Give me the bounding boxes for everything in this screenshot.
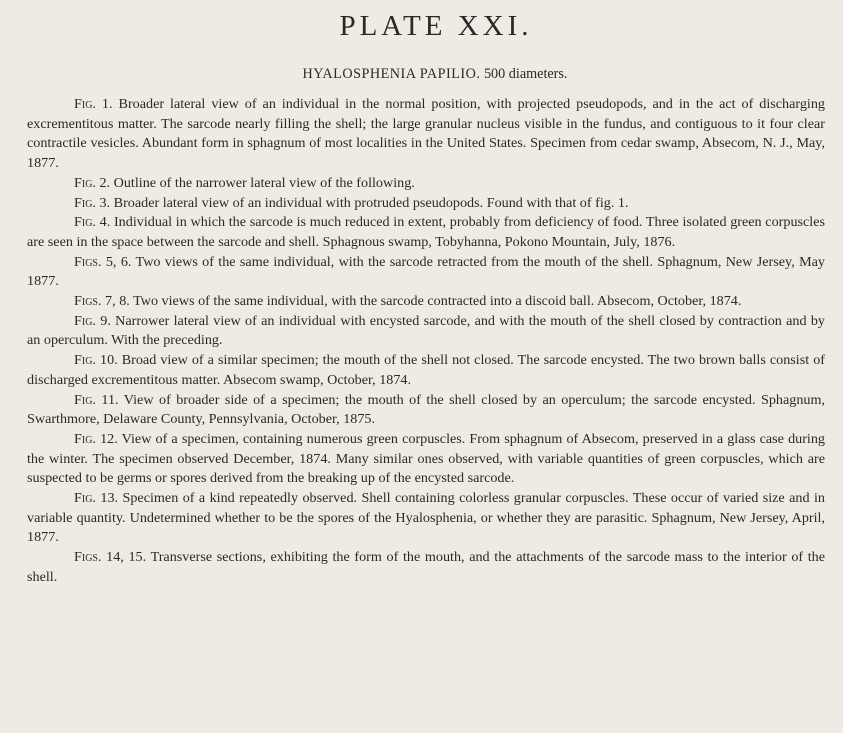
caption-text: Broad view of a similar specimen; the mouth of the shell not closed. The sarcode encysted. The two brown balls consist of discharged excrementitous matter. Absecom swamp, October, 1874.	[27, 352, 825, 388]
caption-fig-1	[27, 95, 825, 174]
caption-text: Two views of the same individual, with the sarcode retracted from the mouth of the shell. Sphagnum, New Jersey, May 1877.	[27, 253, 826, 290]
caption-text: Individual in which the sarcode is much reduced in extent, probably from deficiency of food. Three isolated green corpuscles are seen in the space between the sarcode and shell. Sphagnous swamp, Tobyhanna, Pokono Mountain, July, 1876.	[27, 214, 825, 250]
caption-fig-2	[27, 174, 825, 194]
caption-label: Fig. 12.	[74, 430, 118, 447]
caption-label: Fig. 10.	[74, 352, 118, 369]
caption-text: View of broader side of a specimen; the mouth of the shell closed by an operculum; the sarcode encysted. Sphagnum, Swarthmore, Delaware County, Pennsylvania, October, 1875.	[27, 391, 826, 428]
caption-label: Fig. 3.	[74, 194, 111, 211]
plate-title: PLATE XXI.	[339, 10, 533, 42]
caption-fig-4	[27, 213, 825, 252]
caption-figs-5-6	[27, 253, 825, 292]
caption-text: Transverse sections, exhibiting the form of the mouth, and the attachments of the sarcode mass to the interior of the shell.	[27, 549, 826, 585]
caption-label: Fig. 11.	[74, 391, 119, 408]
caption-fig-3	[27, 194, 825, 214]
caption-text: Specimen of a kind repeatedly observed. Shell containing colorless granular corpuscles. These occur of varied size and in variable quantity. Undetermined whether to be the spores of the Hyalosphenia, or whether they are parasitic. Sphagnum, New Jersey, April, 1877.	[27, 490, 825, 546]
caption-fig-10	[27, 351, 825, 390]
caption-label: Figs. 14, 15.	[74, 549, 147, 566]
caption-figs-7-8	[27, 292, 825, 312]
figure-captions	[27, 95, 825, 588]
caption-fig-11	[27, 391, 825, 430]
caption-label: Figs. 5, 6.	[74, 253, 132, 270]
caption-fig-13	[27, 489, 825, 548]
plate-subtitle	[27, 65, 825, 83]
caption-figs-14-15	[27, 548, 825, 587]
caption-label: Fig. 2.	[74, 174, 111, 191]
caption-fig-12	[27, 430, 825, 489]
caption-text: Two views of the same individual, with the sarcode contracted into a discoid ball. Absecom, October, 1874.	[133, 293, 742, 310]
caption-label: Fig. 1.	[74, 96, 113, 112]
caption-text: Narrower lateral view of an individual with encysted sarcode, and with the mouth of the shell closed by contraction and by an operculum. With the preceding.	[27, 312, 825, 349]
caption-label: Fig. 9.	[74, 312, 111, 329]
caption-text: Broader lateral view of an individual in the normal position, with projected pseudopods, and in the act of discharging excrementitous matter. The sarcode nearly filling the shell; the large granular nucleus visible in the fundus, and contiguous to it four clear contractile vesicles. Abundant form in sphagnum of most localities in the United States. Specimen from cedar swamp, Absecom, N. J., May, 1877.	[27, 96, 825, 172]
caption-label: Fig. 13.	[74, 490, 119, 507]
caption-fig-9	[27, 312, 825, 351]
caption-label: Fig. 4.	[74, 214, 111, 231]
caption-text: Outline of the narrower lateral view of the following.	[113, 174, 415, 191]
magnification: 500 diameters.	[483, 66, 568, 82]
species-name: HYALOSPHENIA PAPILIO.	[302, 66, 481, 82]
caption-label: Figs. 7, 8.	[74, 293, 130, 310]
caption-text: Broader lateral view of an individual with protruded pseudopods. Found with that of fig. 1.	[113, 194, 629, 211]
caption-text: View of a specimen, containing numerous green corpuscles. From sphagnum of Absecom, preserved in a glass case during the winter. The specimen observed December, 1874. Many similar ones observed, with variable quantities of green corpuscles, which are suspected to be germs or spores derived from the breaking up of the encysted sarcode.	[27, 430, 825, 487]
